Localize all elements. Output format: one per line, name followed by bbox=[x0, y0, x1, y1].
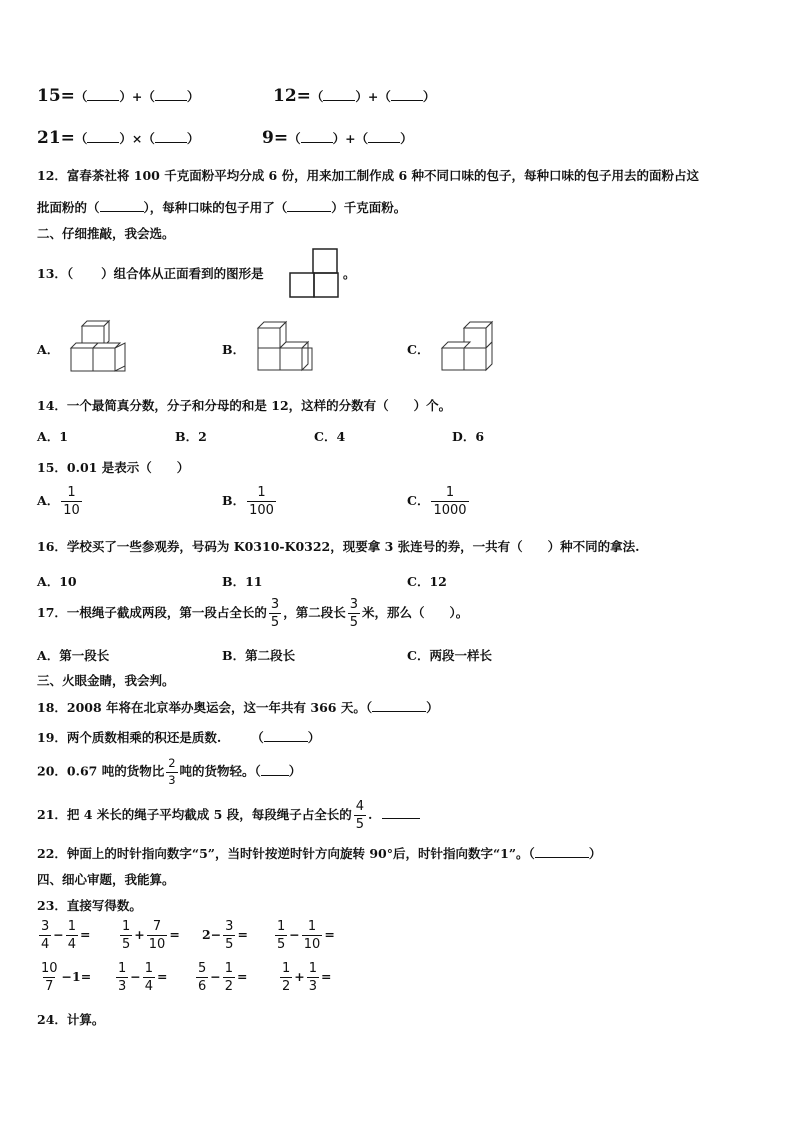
eq-12: 12=（ ）+（ ） bbox=[273, 86, 436, 106]
calc-item: $\frac{1}{5}$ − $\frac{1}{10}$ = bbox=[277, 919, 335, 952]
q16-option-a[interactable]: A．10 bbox=[37, 574, 77, 589]
section-2-title: 二、仔细推敲，我会选。 bbox=[37, 226, 175, 241]
answer-blank[interactable] bbox=[382, 806, 420, 819]
q22-text: 22．钟面上的时针指向数字“5”，当时针按逆时针方向旋转 90°后，时针指向数字“1”。（ ） bbox=[37, 846, 602, 861]
q17-option-a[interactable]: A．第一段长 bbox=[37, 648, 110, 663]
calc-item: $\frac{1}{2}$ + $\frac{1}{3}$ = bbox=[282, 961, 332, 994]
q13-end: 。 bbox=[343, 266, 356, 281]
calc-item: $\frac{3}{4}$ − $\frac{1}{4}$ = bbox=[41, 919, 91, 952]
q15-text: 15．0.01 是表示（ ） bbox=[37, 460, 190, 475]
answer-blank[interactable] bbox=[155, 88, 187, 101]
q23-text: 23．直接写得数。 bbox=[37, 898, 142, 913]
answer-blank[interactable] bbox=[87, 88, 119, 101]
answer-blank[interactable] bbox=[301, 130, 333, 143]
section-4-title: 四、细心审题，我能算。 bbox=[37, 872, 175, 887]
answer-blank[interactable] bbox=[261, 763, 289, 776]
section-3-title: 三、火眼金睛，我会判。 bbox=[37, 673, 175, 688]
front-view-figure bbox=[289, 248, 341, 298]
q13-option-c[interactable]: C． bbox=[407, 342, 430, 357]
calc-item: $\frac{5}{6}$ − $\frac{1}{2}$ = bbox=[198, 961, 248, 994]
q14-option-b[interactable]: B．2 bbox=[175, 429, 207, 444]
eq-9: 9=（ ）+（ ） bbox=[262, 128, 413, 148]
answer-blank[interactable] bbox=[287, 199, 331, 212]
answer-blank[interactable] bbox=[100, 199, 144, 212]
q14-text: 14．一个最简真分数，分子和分母的和是 12，这样的分数有（ ）个。 bbox=[37, 398, 452, 413]
answer-blank[interactable] bbox=[264, 729, 308, 742]
q16-option-b[interactable]: B．11 bbox=[222, 574, 263, 589]
q15-option-c[interactable]: C． $\frac{1}{1000}$ bbox=[407, 485, 467, 518]
answer-blank[interactable] bbox=[155, 130, 187, 143]
q16-text: 16．学校买了一些参观券，号码为 K0310-K0322，现要拿 3 张连号的券，一共有（ ）种不同的拿法. bbox=[37, 539, 640, 554]
q15-option-b[interactable]: B． $\frac{1}{100}$ bbox=[222, 485, 274, 518]
answer-blank[interactable] bbox=[323, 88, 355, 101]
calc-item: $\frac{10}{7}$ −1= bbox=[41, 961, 92, 994]
q20-text: 20．0.67 吨的货物比 $\frac{2}{3}$ 吨的货物轻。（ ） bbox=[37, 756, 302, 787]
q18-text: 18．2008 年将在北京举办奥运会，这一年共有 366 天。（ ） bbox=[37, 700, 439, 715]
cube-figure-c bbox=[438, 320, 502, 376]
q14-option-a[interactable]: A．1 bbox=[37, 429, 68, 444]
q14-option-c[interactable]: C．4 bbox=[314, 429, 346, 444]
q13-option-a[interactable]: A． bbox=[37, 342, 60, 357]
q14-option-d[interactable]: D．6 bbox=[452, 429, 485, 444]
cube-figure-b bbox=[254, 320, 324, 374]
calc-item: $\frac{1}{5}$ + $\frac{7}{10}$ = bbox=[122, 919, 180, 952]
q12-line2: 批面粉的（ ），每种口味的包子用了（ ）千克面粉。 bbox=[37, 200, 407, 215]
eq-21: 21=（ ）×（ ） bbox=[37, 128, 200, 148]
q13-text: 13．（ ）组合体从正面看到的图形是 bbox=[37, 266, 264, 281]
q21-text: 21．把 4 米长的绳子平均截成 5 段，每段绳子占全长的 $\frac{4}{5}$ . bbox=[37, 800, 420, 831]
q19-text: 19．两个质数相乘的积还是质数. （ ） bbox=[37, 730, 321, 745]
eq-15: 15=（ ）+（ ） bbox=[37, 86, 200, 106]
q17-text: 17．一根绳子截成两段，第一段占全长的 $\frac{3}{5}$ ，第二段长 $\frac{3}{5}$ 米，那么（ ）。 bbox=[37, 597, 469, 630]
answer-blank[interactable] bbox=[368, 130, 400, 143]
q17-option-c[interactable]: C．两段一样长 bbox=[407, 648, 492, 663]
answer-blank[interactable] bbox=[535, 845, 589, 858]
cube-figure-a bbox=[68, 318, 132, 376]
q24-text: 24．计算。 bbox=[37, 1012, 105, 1027]
answer-blank[interactable] bbox=[87, 130, 119, 143]
answer-blank[interactable] bbox=[372, 699, 426, 712]
answer-blank[interactable] bbox=[391, 88, 423, 101]
calc-item: $\frac{1}{3}$ − $\frac{1}{4}$ = bbox=[118, 961, 168, 994]
q17-option-b[interactable]: B．第二段长 bbox=[222, 648, 296, 663]
calc-item: 2− $\frac{3}{5}$ = bbox=[202, 919, 248, 952]
q12-line1: 12．富春茶社将 100 千克面粉平均分成 6 份，用来加工制作成 6 种不同口味的包子，每种口味的包子用去的面粉占这 bbox=[37, 168, 699, 183]
q16-option-c[interactable]: C．12 bbox=[407, 574, 447, 589]
q15-option-a[interactable]: A． $\frac{1}{10}$ bbox=[37, 485, 80, 518]
q13-option-b[interactable]: B． bbox=[222, 342, 246, 357]
